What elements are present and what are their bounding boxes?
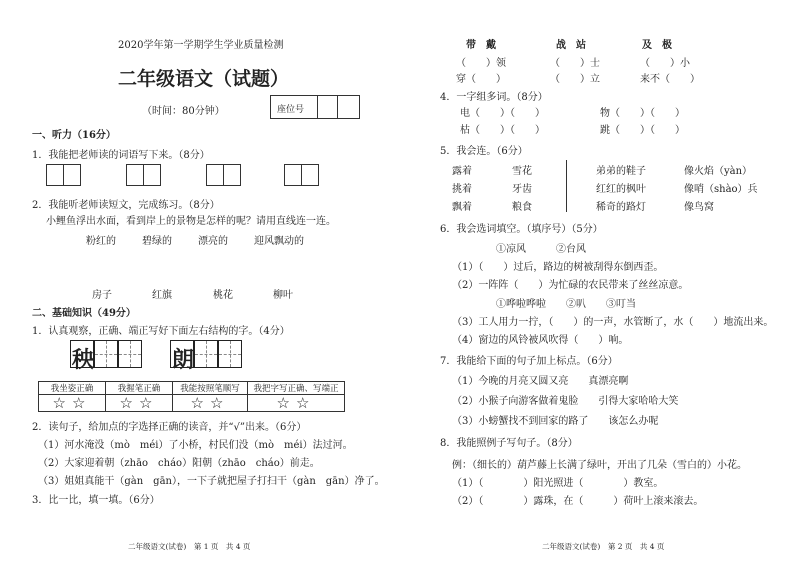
exam-title: 2020学年第一学期学生学业质量检测 bbox=[118, 40, 284, 51]
char-model-grid bbox=[170, 340, 194, 373]
compare-blank[interactable]: （ ）士 bbox=[550, 58, 600, 69]
punct-item-3[interactable]: （3）小螃蟹找不到回家的路了 该怎么办呢 bbox=[452, 416, 659, 427]
model-char: 朗 bbox=[171, 347, 194, 373]
word-group[interactable]: 枯（ ）（ ） bbox=[460, 125, 545, 136]
match-item[interactable]: 牙齿 bbox=[512, 184, 532, 195]
word-group[interactable]: 物（ ）（ ） bbox=[600, 108, 685, 119]
adjective-item[interactable]: 碧绿的 bbox=[142, 236, 172, 247]
word-group[interactable]: 跳（ ）（ ） bbox=[600, 125, 685, 136]
answer-boxes-2[interactable] bbox=[126, 164, 160, 186]
question-r7: 7．我能给下面的句子加上标点。（6分） bbox=[440, 356, 618, 367]
rating-header: 我能按照笔顺写 bbox=[173, 382, 248, 395]
page-footer: 二年级语文(试卷) 第 2 页 共 4 页 bbox=[542, 542, 665, 551]
question-r4: 4．一字组多词。（8分） bbox=[440, 92, 548, 103]
adjective-item[interactable]: 粉红的 bbox=[86, 236, 116, 247]
compare-blank[interactable]: （ ）领 bbox=[456, 58, 506, 69]
compare-char-pair: 及 极 bbox=[642, 40, 672, 51]
match-item[interactable]: 红红的枫叶 bbox=[596, 184, 646, 195]
rating-stars[interactable]: ☆☆ bbox=[39, 395, 106, 412]
self-rating-table bbox=[38, 381, 345, 412]
word-options-b: ①哗啦哗啦 ②叭 ③叮当 bbox=[496, 299, 636, 310]
match-item[interactable]: 弟弟的鞋子 bbox=[596, 166, 646, 177]
noun-item[interactable]: 房子 bbox=[92, 290, 112, 301]
example-item-2[interactable]: （2）（ ）露珠，在（ ）荷叶上滚来滚去。 bbox=[452, 496, 704, 507]
section-listening: 一、听力（16分） bbox=[32, 130, 116, 141]
seat-number-box[interactable] bbox=[270, 95, 360, 119]
fill-item-4[interactable]: （4）窗边的风铃被风吹得（ ）响。 bbox=[452, 335, 629, 346]
section-basics: 二、基础知识（49分） bbox=[32, 308, 136, 319]
question-3: 1．认真观察，正确、端正写好下面左右结构的字。（4分） bbox=[32, 326, 290, 337]
noun-item[interactable]: 红旗 bbox=[152, 290, 172, 301]
word-group[interactable]: 电（ ）（ ） bbox=[460, 108, 545, 119]
question-r5: 5．我会连。（6分） bbox=[440, 146, 528, 157]
model-char: 秧 bbox=[71, 347, 94, 373]
compare-blank[interactable]: 穿（ ） bbox=[456, 74, 506, 85]
char-model-grid bbox=[70, 340, 94, 373]
exam-time: （时间：80分钟） bbox=[142, 106, 225, 117]
fill-item-1[interactable]: （1）（ ）过后，路边的树被刮得东倒西歪。 bbox=[452, 262, 664, 273]
answer-boxes-3[interactable] bbox=[206, 164, 240, 186]
noun-item[interactable]: 柳叶 bbox=[273, 290, 293, 301]
question-4-item-1[interactable]: （1）河水淹没（mò méi）了小桥，村民们没（mò méi）法过河。 bbox=[38, 440, 353, 451]
compare-blank[interactable]: （ ）小 bbox=[640, 58, 690, 69]
compare-char-pair: 战 站 bbox=[556, 40, 586, 51]
match-item[interactable]: 像火焰（yàn） bbox=[684, 166, 753, 177]
rating-header: 我握笔正确 bbox=[106, 382, 173, 395]
rating-header: 我把字写正确、写端正 bbox=[248, 382, 345, 395]
match-item[interactable]: 像哨（shào）兵 bbox=[684, 184, 758, 195]
writing-grid[interactable] bbox=[194, 340, 218, 368]
compare-blank[interactable]: （ ）立 bbox=[550, 74, 600, 85]
compare-char-pair: 带 戴 bbox=[466, 40, 496, 51]
punct-item-2[interactable]: （2）小猴子向游客做着鬼脸 引得大家哈哈大笑 bbox=[452, 396, 679, 407]
match-item[interactable]: 挑着 bbox=[452, 184, 472, 195]
question-2-prompt: 小鲤鱼浮出水面，看到岸上的景物是怎样的呢？请用直线连一连。 bbox=[46, 216, 336, 227]
rating-header: 我坐姿正确 bbox=[39, 382, 106, 395]
writing-grid[interactable] bbox=[118, 340, 142, 368]
writing-grid[interactable] bbox=[218, 340, 242, 368]
question-5: 3．比一比，填一填。（6分） bbox=[32, 495, 160, 506]
question-2: 2．我能听老师读短文，完成练习。（8分） bbox=[32, 200, 220, 211]
page-footer: 二年级语文(试卷) 第 1 页 共 4 页 bbox=[128, 542, 251, 551]
match-item[interactable]: 粮食 bbox=[512, 202, 532, 213]
fill-item-2[interactable]: （2）一阵阵（ ）为忙碌的农民带来了丝丝凉意。 bbox=[452, 280, 689, 291]
example-sentence: 例：（细长的）葫芦藤上长满了绿叶，开出了几朵（雪白的）小花。 bbox=[452, 460, 747, 471]
match-divider bbox=[566, 160, 567, 212]
punct-item-1[interactable]: （1）今晚的月亮又圆又亮 真漂亮啊 bbox=[452, 376, 629, 387]
question-1: 1．我能把老师读的词语写下来。（8分） bbox=[32, 150, 210, 161]
subject-title: 二年级语文（试题） bbox=[118, 68, 290, 90]
compare-blank[interactable]: 来不（ ） bbox=[640, 74, 700, 85]
noun-item[interactable]: 桃花 bbox=[213, 290, 233, 301]
adjective-item[interactable]: 漂亮的 bbox=[198, 236, 228, 247]
answer-boxes-1[interactable] bbox=[46, 164, 80, 186]
fill-item-3[interactable]: （3）工人用力一拧，（ ）的一声，水管断了，水（ ）地流出来。 bbox=[452, 317, 774, 328]
match-item[interactable]: 露着 bbox=[452, 166, 472, 177]
answer-boxes-4[interactable] bbox=[284, 164, 318, 186]
rating-stars[interactable]: ☆☆ bbox=[248, 395, 345, 412]
seat-label: 座位号 bbox=[277, 105, 305, 115]
question-r8: 8．我能照例子写句子。（8分） bbox=[440, 438, 578, 449]
question-4: 2．读句子，给加点的字选择正确的读音，并“√”出来。（6分） bbox=[32, 422, 307, 433]
writing-grid[interactable] bbox=[94, 340, 118, 368]
word-options-a: ①凉风 ②台风 bbox=[496, 244, 586, 255]
question-4-item-2[interactable]: （2）大家迎着朝（zhāo cháo）阳朝（zhāo cháo）前走。 bbox=[38, 458, 320, 469]
example-item-1[interactable]: （1）（ ）阳光照进（ ）教室。 bbox=[452, 478, 664, 489]
rating-stars[interactable]: ☆☆ bbox=[173, 395, 248, 412]
adjective-item[interactable]: 迎风飘动的 bbox=[254, 236, 304, 247]
match-item[interactable]: 稀奇的路灯 bbox=[596, 202, 646, 213]
match-item[interactable]: 飘着 bbox=[452, 202, 472, 213]
match-item[interactable]: 雪花 bbox=[512, 166, 532, 177]
question-r6: 6．我会选词填空。（填序号）（5分） bbox=[440, 224, 603, 235]
rating-stars[interactable]: ☆☆ bbox=[106, 395, 173, 412]
match-item[interactable]: 像鸟窝 bbox=[684, 202, 714, 213]
question-4-item-3[interactable]: （3）姐姐真能干（gàn gān），一下子就把屋子打扫干（gàn gān）净了。 bbox=[38, 476, 385, 487]
